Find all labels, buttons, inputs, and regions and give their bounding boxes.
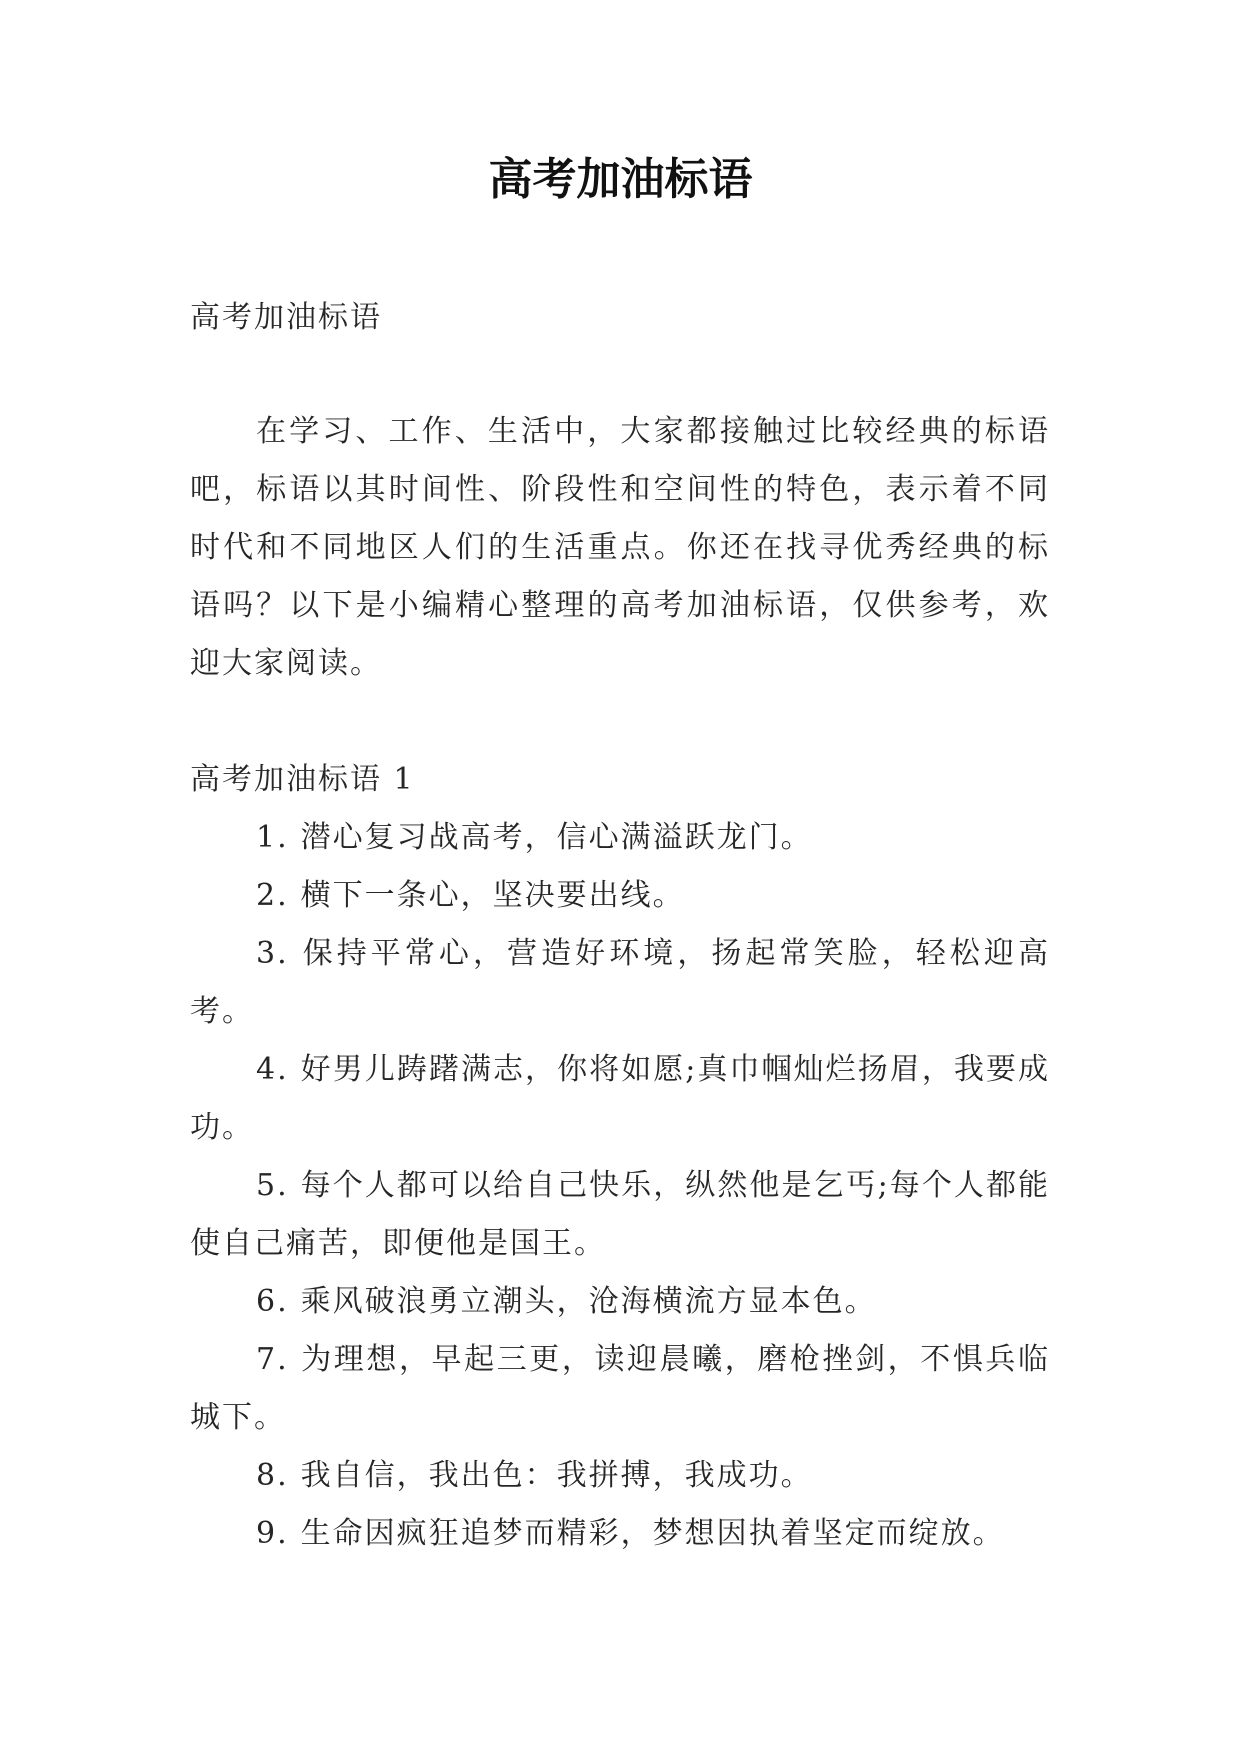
slogan-text: 保持平常心，营造好环境，扬起常笑脸，轻松迎高考。 [190, 936, 1050, 1029]
slogan-item [190, 1157, 1050, 1273]
section-heading: 高考加油标语 1 [190, 762, 415, 797]
slogan-number: 1. [256, 820, 289, 855]
slogan-text: 乘风破浪勇立潮头，沧海横流方显本色。 [300, 1284, 877, 1319]
slogan-item [190, 809, 1050, 867]
slogan-item [190, 867, 1050, 925]
slogan-number: 4. [256, 1052, 289, 1087]
slogan-text: 潜心复习战高考，信心满溢跃龙门。 [300, 820, 813, 855]
slogan-item [190, 1505, 1050, 1563]
intro-paragraph: 在学习、工作、生活中，大家都接触过比较经典的标语吧，标语以其时间性、阶段性和空间性的特色，表示着不同时代和不同地区人们的生活重点。你还在找寻优秀经典的标语吗？以下是小编精心整理的高考加油标语，仅供参考，欢迎大家阅读。 [190, 414, 1050, 681]
slogan-text: 每个人都可以给自己快乐，纵然他是乞丐;每个人都能使自己痛苦，即便他是国王。 [190, 1168, 1050, 1261]
slogan-number: 5. [256, 1168, 289, 1203]
slogan-list [190, 809, 1050, 1563]
slogan-text: 为理想，早起三更，读迎晨曦，磨枪挫剑，不惧兵临城下。 [190, 1342, 1050, 1435]
slogan-item [190, 1447, 1050, 1505]
slogan-number: 3. [256, 936, 289, 971]
slogan-text: 生命因疯狂追梦而精彩，梦想因执着坚定而绽放。 [300, 1516, 1005, 1551]
slogan-item [190, 1273, 1050, 1331]
slogan-number: 9. [256, 1516, 289, 1551]
page-title: 高考加油标语 [488, 154, 753, 205]
slogan-text: 好男儿踌躇满志，你将如愿;真巾帼灿烂扬眉，我要成功。 [190, 1052, 1050, 1145]
slogan-number: 6. [256, 1284, 289, 1319]
slogan-item [190, 925, 1050, 1041]
slogan-text: 我自信，我出色：我拼搏，我成功。 [300, 1458, 813, 1493]
slogan-item [190, 1331, 1050, 1447]
slogan-number: 7. [256, 1342, 289, 1377]
document-subtitle: 高考加油标语 [190, 300, 382, 335]
slogan-number: 8. [256, 1458, 289, 1493]
slogan-item [190, 1041, 1050, 1157]
slogan-number: 2. [256, 878, 289, 913]
slogan-text: 横下一条心，坚决要出线。 [300, 878, 685, 913]
